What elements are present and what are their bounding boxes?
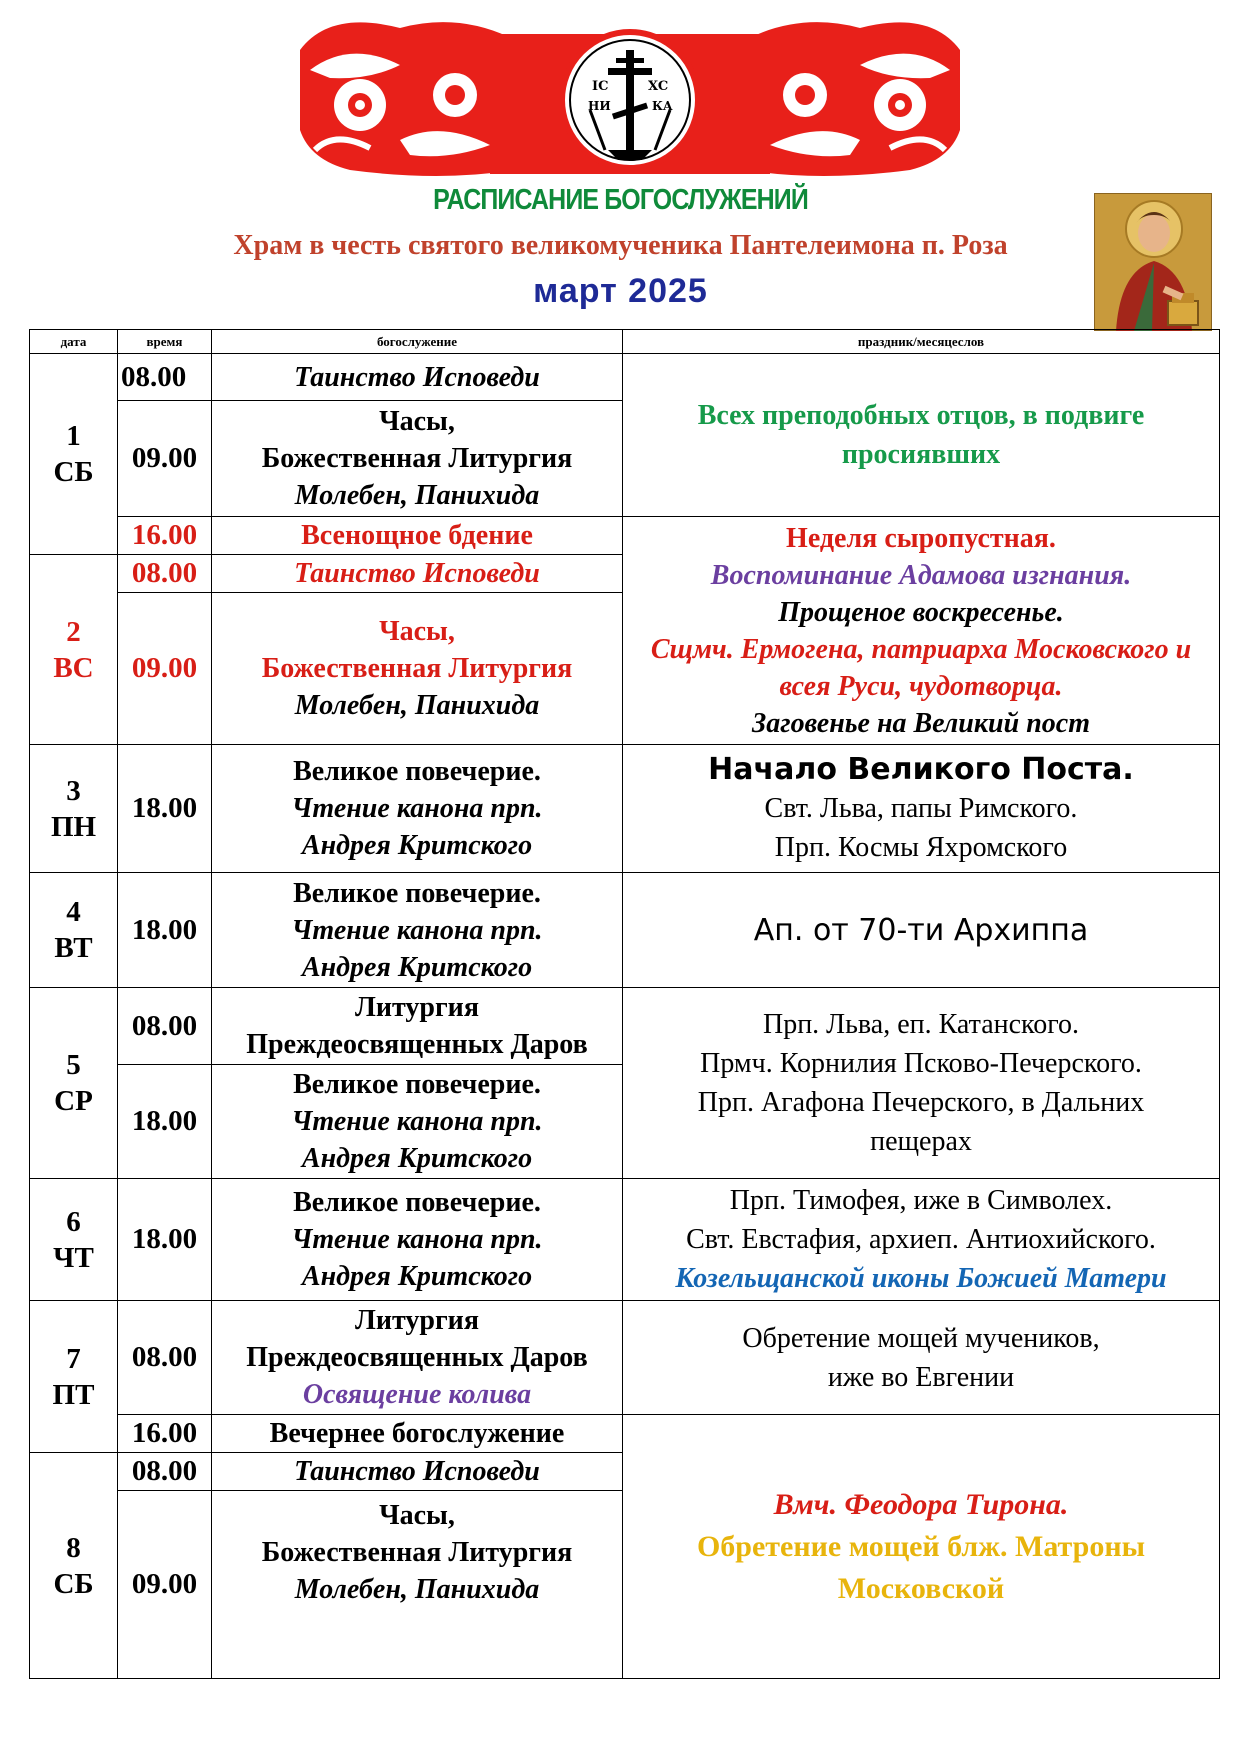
- column-header-feast: праздник/месяцеслов: [623, 330, 1220, 354]
- time-cell: 09.00: [118, 593, 212, 745]
- service-cell: [212, 1065, 623, 1179]
- service-line: Божественная Литургия: [261, 653, 573, 684]
- service-line: Литургия: [355, 1305, 479, 1336]
- medallion-glyph-ni: НИ: [588, 99, 611, 113]
- month-label: март 2025: [533, 272, 708, 310]
- service-line: Освящение колива: [302, 1379, 532, 1410]
- feast-cell: [623, 1415, 1220, 1679]
- time-cell: 18.00: [118, 1065, 212, 1179]
- table-row: [30, 873, 1220, 988]
- service-cell: [212, 1491, 623, 1679]
- feast-cell: Ап. от 70-ти Архиппа: [623, 873, 1220, 988]
- service-cell: [212, 745, 623, 873]
- day-of-week: ПТ: [52, 1378, 95, 1411]
- service-line: Преждеосвященных Даров: [246, 1342, 588, 1373]
- service-line: Божественная Литургия: [261, 443, 573, 474]
- column-header-time: время: [118, 330, 212, 354]
- time-cell: 18.00: [118, 745, 212, 873]
- time-cell: 18.00: [118, 873, 212, 988]
- feast-line: Свт. Евстафия, архиеп. Антиохийского.: [686, 1224, 1156, 1255]
- service-line: Чтение канона прп.: [291, 1224, 543, 1255]
- feast-cell: [623, 517, 1220, 745]
- time-cell: 08.00: [118, 1453, 212, 1491]
- day-of-week: СБ: [53, 456, 94, 488]
- feast-line: Прмч. Корнилия Псково-Печерского.: [700, 1048, 1142, 1079]
- feast-cell: [623, 1301, 1220, 1415]
- date-cell: [30, 745, 118, 873]
- service-line: Великое повечерие.: [293, 756, 541, 787]
- time-cell: 18.00: [118, 1179, 212, 1301]
- column-header-service: богослужение: [212, 330, 623, 354]
- service-line: Андрея Критского: [301, 1143, 533, 1174]
- feast-cell: [623, 1179, 1220, 1301]
- feast-line: Начало Великого Поста.: [708, 752, 1134, 787]
- day-number: 7: [66, 1342, 81, 1375]
- medallion-glyph-ka: КА: [652, 99, 673, 113]
- feast-cell: [623, 988, 1220, 1179]
- feast-line: Сщмч. Ермогена, патриарха Московского и всея Руси, чудотворца.: [650, 633, 1192, 702]
- feast-line: Прп. Агафона Печерского, в Дальних пещерах: [697, 1087, 1145, 1157]
- service-line: Молебен, Панихида: [294, 1574, 540, 1605]
- feast-line: Заговенье на Великий пост: [752, 707, 1090, 739]
- service-cell: [212, 988, 623, 1065]
- date-cell: [30, 1179, 118, 1301]
- day-of-week: ЧТ: [53, 1241, 94, 1274]
- church-name: Храм в честь святого великомученика Пантелеимона п. Роза: [233, 230, 1008, 261]
- service-line: Часы,: [379, 616, 455, 647]
- day-number: 6: [66, 1205, 81, 1238]
- day-number: 4: [66, 896, 81, 928]
- feast-cell: [623, 745, 1220, 873]
- service-cell: [212, 354, 623, 401]
- day-of-week: СР: [54, 1085, 93, 1117]
- service-line: Преждеосвященных Даров: [246, 1029, 588, 1060]
- time-cell: 08.00: [118, 1301, 212, 1415]
- table-row: [30, 1179, 1220, 1301]
- feast-line: Воспоминание Адамова изгнания.: [710, 559, 1132, 591]
- feast-line: иже во Евгении: [827, 1361, 1015, 1393]
- service-cell: Вечернее богослужение: [212, 1415, 623, 1453]
- service-line: Великое повечерие.: [293, 1187, 541, 1218]
- service-line: Чтение канона прп.: [291, 1106, 543, 1137]
- feast-line: Козельщанской иконы Божией Матери: [675, 1263, 1167, 1294]
- date-cell: [30, 354, 118, 555]
- service-line: Великое повечерие.: [293, 877, 541, 909]
- table-header-row: [30, 330, 1220, 354]
- service-line: Часы,: [379, 1500, 455, 1531]
- service-cell: [212, 401, 623, 517]
- date-cell: [30, 988, 118, 1179]
- day-of-week: ВС: [53, 651, 94, 684]
- service-cell: Таинство Исповеди: [212, 555, 623, 593]
- service-line: Андрея Критского: [301, 830, 533, 861]
- service-line: Великое повечерие.: [293, 1069, 541, 1100]
- medallion-glyph-xc: XC: [648, 79, 669, 94]
- service-cell: Таинство Исповеди: [212, 1453, 623, 1491]
- service-cell: [212, 1301, 623, 1415]
- day-number: 3: [66, 774, 81, 807]
- feast-line: Обретение мощей блж. Матроны Московской: [696, 1529, 1146, 1605]
- time-cell: 16.00: [118, 517, 212, 555]
- time-cell: 08.00: [118, 555, 212, 593]
- feast-line: Прп. Льва, еп. Катанского.: [762, 1009, 1080, 1040]
- feast-line: Прп. Космы Яхромского: [774, 832, 1068, 863]
- table-row: [30, 745, 1220, 873]
- service-cell: [212, 1179, 623, 1301]
- table-row: [30, 1301, 1220, 1415]
- service-cell: [212, 593, 623, 745]
- service-line: Молебен, Панихида: [294, 480, 540, 511]
- feast-cell: Всех преподобных отцов, в подвиге просиявших: [623, 354, 1220, 517]
- feast-line: Свт. Льва, папы Римского.: [764, 793, 1078, 824]
- date-cell: [30, 555, 118, 745]
- feast-line: Вмч. Феодора Тирона.: [773, 1487, 1069, 1521]
- day-number: 5: [66, 1049, 81, 1081]
- service-line: Божественная Литургия: [261, 1537, 573, 1568]
- day-of-week: СБ: [53, 1567, 94, 1600]
- day-of-week: ВТ: [54, 932, 93, 964]
- service-cell: Всенощное бдение: [212, 517, 623, 555]
- day-number: 1: [66, 420, 81, 452]
- column-header-date: дата: [30, 330, 118, 354]
- service-line: Андрея Критского: [301, 951, 533, 983]
- date-cell: [30, 873, 118, 988]
- service-line: Литургия: [355, 992, 479, 1023]
- table-row: [30, 517, 1220, 555]
- feast-line: Прп. Тимофея, иже в Символех.: [729, 1185, 1113, 1216]
- day-number: 8: [66, 1531, 81, 1564]
- service-line: Андрея Критского: [301, 1261, 533, 1292]
- feast-line: Неделя сыропустная.: [786, 522, 1056, 554]
- feast-line: Обретение мощей мучеников,: [742, 1322, 1100, 1354]
- medallion-glyph-ic: IC: [592, 79, 609, 94]
- service-line: Чтение канона прп.: [291, 793, 543, 824]
- service-line: Молебен, Панихида: [294, 690, 540, 721]
- schedule-title: РАСПИСАНИЕ БОГОСЛУЖЕНИЙ: [433, 184, 808, 216]
- service-line: Чтение канона прп.: [291, 914, 543, 946]
- date-cell: [30, 1301, 118, 1453]
- feast-line: Прощеное воскресенье.: [778, 596, 1064, 628]
- time-cell: 09.00: [118, 1491, 212, 1679]
- table-row: [30, 1415, 1220, 1453]
- table-row: [30, 988, 1220, 1065]
- service-cell: [212, 873, 623, 988]
- date-cell: [30, 1453, 118, 1679]
- day-of-week: ПН: [50, 810, 97, 843]
- time-cell: 08.00: [118, 354, 212, 401]
- time-cell: 08.00: [118, 988, 212, 1065]
- day-number: 2: [66, 615, 81, 648]
- service-line: Таинство Исповеди: [294, 361, 540, 393]
- schedule-table: [29, 329, 1220, 1679]
- time-cell: 16.00: [118, 1415, 212, 1453]
- time-cell: 09.00: [118, 401, 212, 517]
- ornament-banner: [290, 10, 970, 188]
- table-row: [30, 354, 1220, 401]
- service-line: Часы,: [379, 406, 455, 437]
